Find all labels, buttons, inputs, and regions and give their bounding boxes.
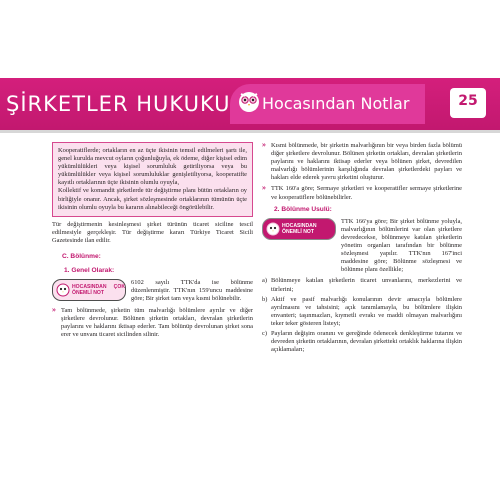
list-item-label: a) [262,277,267,285]
info-box [52,142,253,217]
owl-icon [236,88,262,114]
list-item-text: Payların değişim oranını ve gereğinde ödenecek denkleştirme tutarını ve devreden şirketin ortaklarının, devralan şirketteki ortaklık haklarına ilişkin açıklamaları; [271,329,462,354]
left-column [52,142,253,342]
bullet-item [262,185,462,201]
note-text: 6102 sayılı TTK'da ise bölünme düzenlenmiştir. TTK'nın 159'uncu maddesine göre; Bir şirket tam veya kısmi bölünebilir. [131,279,253,303]
note-badge-label: HOCASINDAN ÇOK ÖNEMLİ NOT [72,284,125,297]
note-text: TTK 166'ya göre; Bir şirket bölünme yoluyla, malvarlığının bölümlerini var olan şirketlere devredecekse, bölünmeye katılan şirketlerin yönetim organları tarafından bir bölünme sözleşmesi yapılır. TTK'nın 167'inci maddesine göre; Bölünme sözleşmesi ve bölünme planı özellikle; [341,217,462,274]
note-icon [266,222,280,236]
book-title: ŞİRKETLER HUKUKU [6,92,231,116]
box-paragraph: Kooperatiflerde; ortakların en az üçte ikisinin temsil edilmeleri şartı ile, genel kurulda mevcut oyların çoğunluğuyla, ek ödeme, diğer kişisel edim yükümlülükleri veya kişisel sorumluluk getiriliyorsa veya bu yükümlülükler veya kişisel sorumluluklar genişletiliyorsa, kooperatifte kayıtlı ortaklarının üçte ikisinin olumlu oyuyla, [58,147,247,187]
chapter-title: Hocasından Notlar [262,94,410,113]
note-icon [56,283,70,297]
list-item-label: b) [262,295,268,303]
note-block [262,218,462,275]
list-item [262,296,462,328]
page-number: 25 [458,93,478,109]
paragraph: Tür değiştirmenin kesinleşmesi şirket türünün ticaret siciline tescil edilmesiyle gerçekleşir. Tür değiştirme kararı Türkiye Ticaret Sicili Gazetesinde ilan edilir. [52,220,253,244]
section-heading: C. Bölünme: [62,253,101,261]
bullet-text: Kısmi bölünmede, bir şirketin malvarlığının bir veya birden fazla bölümü diğer şirketlere devrolunur. Bölünen şirketin ortakları, devralan şirketlerin paylarını ve haklarını iktisap ederler veya bölünen şirket, devredilen malvarlığı bölümlerinin karşılığında devralan şirketlerdeki payları ve hakları elde ederek yavru şirketini oluşturur. [271,142,462,182]
bullet-text: TTK 160'a göre; Sermaye şirketleri ve kooperatifler sermaye şirketlerine ve kooperatiflere bölünebilirler. [271,185,462,201]
bullet-text: Tam bölünmede, şirketin tüm malvarlığı bölümlere ayrılır ve diğer şirketlere devrolunur. Bölünen şirketin ortakları, devralan şirketlerin paylarını ve haklarını iktisap ederler. Tam bölünüp devrolunan şirket sona erer ve unvanı ticaret sicilinden silinir. [61,306,253,338]
list-item-text: Bölünmeye katılan şirketlerin ticaret unvanlarını, merkezlerini ve türlerini; [271,277,462,293]
bullet-item [262,142,462,182]
list-item-text: Aktif ve pasif malvarlığı konularının devir amacıyla bölümlere ayrılmasını ve tahsisini; açık tanımlamayla, bu bölümlere ilişkin envanteri; taşınmazları, kıymetli evrakı ve maddi olmayan malvarlığını teker teker gösteren listeyi; [271,295,462,327]
subsection-heading: 1. Genel Olarak: [64,267,115,275]
list-item [262,330,462,354]
right-column [262,142,462,356]
subsection-heading: 2. Bölünme Usulü: [274,205,332,213]
note-badge [52,279,126,301]
bullet-item [52,307,253,339]
note-badge-label: HOCASINDAN ÖNEMLİ NOT [282,222,317,235]
note-block [52,279,253,303]
note-badge [262,218,336,240]
box-paragraph: Kollektif ve komandit şirketlerde tür değiştirme planı bütün ortakların oy birliğiyle onanır. Ancak, şirket sözleşmesinde ortaklarının tümünün üçte ikisinin olumlu oyuyla bu kararın alınabileceği öngörülebilir. [58,187,247,211]
list-item-label: c) [262,329,267,337]
list-item [262,277,462,293]
